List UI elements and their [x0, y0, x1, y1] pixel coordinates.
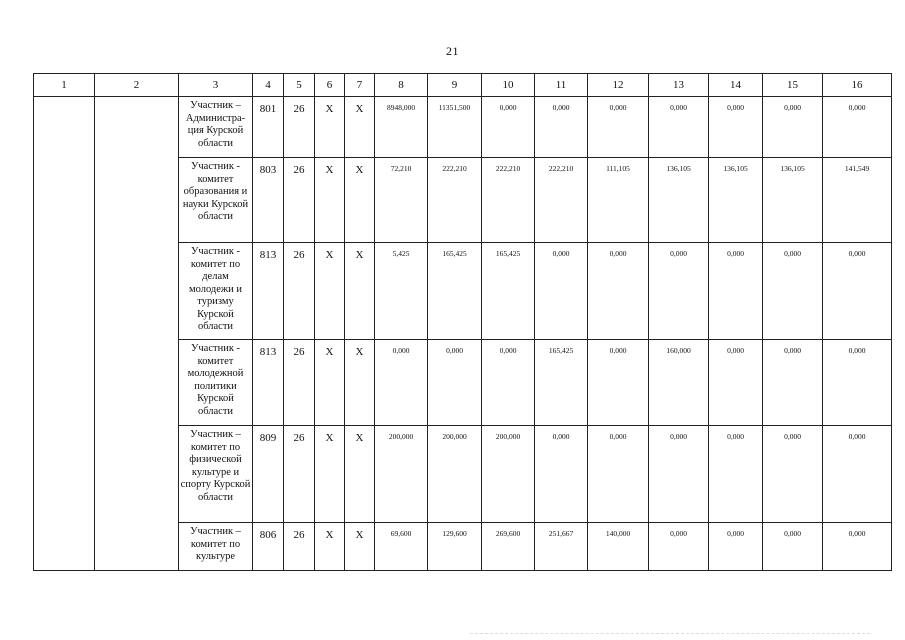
code-cell: Х [345, 340, 375, 426]
value-cell: 200,000 [428, 426, 482, 523]
code-cell: Х [345, 243, 375, 340]
code-cell: 806 [253, 523, 284, 571]
value-cell: 0,000 [763, 523, 823, 571]
page-number: 21 [446, 44, 459, 58]
header-row [34, 74, 892, 97]
value-cell: 141,549 [823, 158, 892, 243]
column-header: 8 [375, 74, 428, 97]
value-cell: 11351,500 [428, 97, 482, 158]
column-header: 1 [34, 74, 95, 97]
value-cell: 0,000 [588, 243, 649, 340]
budget-table [33, 73, 892, 571]
code-cell: 801 [253, 97, 284, 158]
value-cell: 0,000 [535, 426, 588, 523]
code-cell: 813 [253, 340, 284, 426]
column-header: 13 [649, 74, 709, 97]
table-row [34, 97, 892, 158]
code-cell: 26 [284, 523, 315, 571]
value-cell: 0,000 [649, 97, 709, 158]
code-cell: Х [315, 243, 345, 340]
value-cell: 0,000 [823, 243, 892, 340]
code-cell: 26 [284, 340, 315, 426]
value-cell: 222,210 [482, 158, 535, 243]
code-cell: Х [345, 426, 375, 523]
value-cell: 0,000 [823, 97, 892, 158]
value-cell: 0,000 [649, 523, 709, 571]
value-cell: 165,425 [482, 243, 535, 340]
code-cell: 809 [253, 426, 284, 523]
value-cell: 0,000 [823, 340, 892, 426]
value-cell: 129,600 [428, 523, 482, 571]
value-cell: 0,000 [763, 243, 823, 340]
value-cell: 5,425 [375, 243, 428, 340]
value-cell: 0,000 [709, 97, 763, 158]
value-cell: 0,000 [375, 340, 428, 426]
participant-name: Участник - комитет образования и науки Курской области [179, 158, 253, 243]
value-cell: 0,000 [709, 523, 763, 571]
value-cell: 165,425 [535, 340, 588, 426]
value-cell: 0,000 [428, 340, 482, 426]
value-cell: 0,000 [763, 97, 823, 158]
value-cell: 200,000 [375, 426, 428, 523]
col2-merged-cell [95, 97, 179, 571]
value-cell: 0,000 [588, 340, 649, 426]
value-cell: 0,000 [482, 97, 535, 158]
column-header: 16 [823, 74, 892, 97]
value-cell: 200,000 [482, 426, 535, 523]
code-cell: Х [315, 426, 345, 523]
value-cell: 0,000 [535, 97, 588, 158]
value-cell: 269,600 [482, 523, 535, 571]
column-header: 2 [95, 74, 179, 97]
column-header: 10 [482, 74, 535, 97]
column-header: 7 [345, 74, 375, 97]
code-cell: 26 [284, 426, 315, 523]
value-cell: 222,210 [428, 158, 482, 243]
value-cell: 69,600 [375, 523, 428, 571]
code-cell: 26 [284, 97, 315, 158]
column-header: 12 [588, 74, 649, 97]
code-cell: 813 [253, 243, 284, 340]
value-cell: 0,000 [709, 243, 763, 340]
code-cell: 803 [253, 158, 284, 243]
code-cell: Х [315, 158, 345, 243]
value-cell: 0,000 [763, 426, 823, 523]
code-cell: Х [345, 523, 375, 571]
value-cell: 160,000 [649, 340, 709, 426]
value-cell: 0,000 [649, 243, 709, 340]
column-header: 4 [253, 74, 284, 97]
participant-name: Участник – комитет по культуре [179, 523, 253, 571]
participant-name: Участник - комитет по делам молодежи и туризму Курской области [179, 243, 253, 340]
value-cell: 140,000 [588, 523, 649, 571]
value-cell: 8948,000 [375, 97, 428, 158]
column-header: 15 [763, 74, 823, 97]
value-cell: 0,000 [588, 426, 649, 523]
scan-artifact [470, 633, 870, 636]
code-cell: Х [315, 340, 345, 426]
code-cell: 26 [284, 158, 315, 243]
value-cell: 136,105 [649, 158, 709, 243]
column-header: 6 [315, 74, 345, 97]
value-cell: 111,105 [588, 158, 649, 243]
participant-name: Участник - комитет молодежной политики Курской области [179, 340, 253, 426]
value-cell: 0,000 [709, 426, 763, 523]
code-cell: 26 [284, 243, 315, 340]
value-cell: 136,105 [763, 158, 823, 243]
col1-merged-cell [34, 97, 95, 571]
code-cell: Х [345, 158, 375, 243]
value-cell: 222,210 [535, 158, 588, 243]
value-cell: 0,000 [709, 340, 763, 426]
participant-name: Участник – комитет по физической культуре и спорту Курской области [179, 426, 253, 523]
value-cell: 72,210 [375, 158, 428, 243]
code-cell: Х [315, 97, 345, 158]
value-cell: 0,000 [763, 340, 823, 426]
code-cell: Х [345, 97, 375, 158]
value-cell: 136,105 [709, 158, 763, 243]
value-cell: 0,000 [535, 243, 588, 340]
column-header: 3 [179, 74, 253, 97]
value-cell: 0,000 [823, 523, 892, 571]
value-cell: 0,000 [482, 340, 535, 426]
value-cell: 165,425 [428, 243, 482, 340]
code-cell: Х [315, 523, 345, 571]
participant-name: Участник – Администра-ция Курской области [179, 97, 253, 158]
value-cell: 251,667 [535, 523, 588, 571]
column-header: 14 [709, 74, 763, 97]
column-header: 11 [535, 74, 588, 97]
value-cell: 0,000 [649, 426, 709, 523]
column-header: 9 [428, 74, 482, 97]
value-cell: 0,000 [823, 426, 892, 523]
value-cell: 0,000 [588, 97, 649, 158]
column-header: 5 [284, 74, 315, 97]
